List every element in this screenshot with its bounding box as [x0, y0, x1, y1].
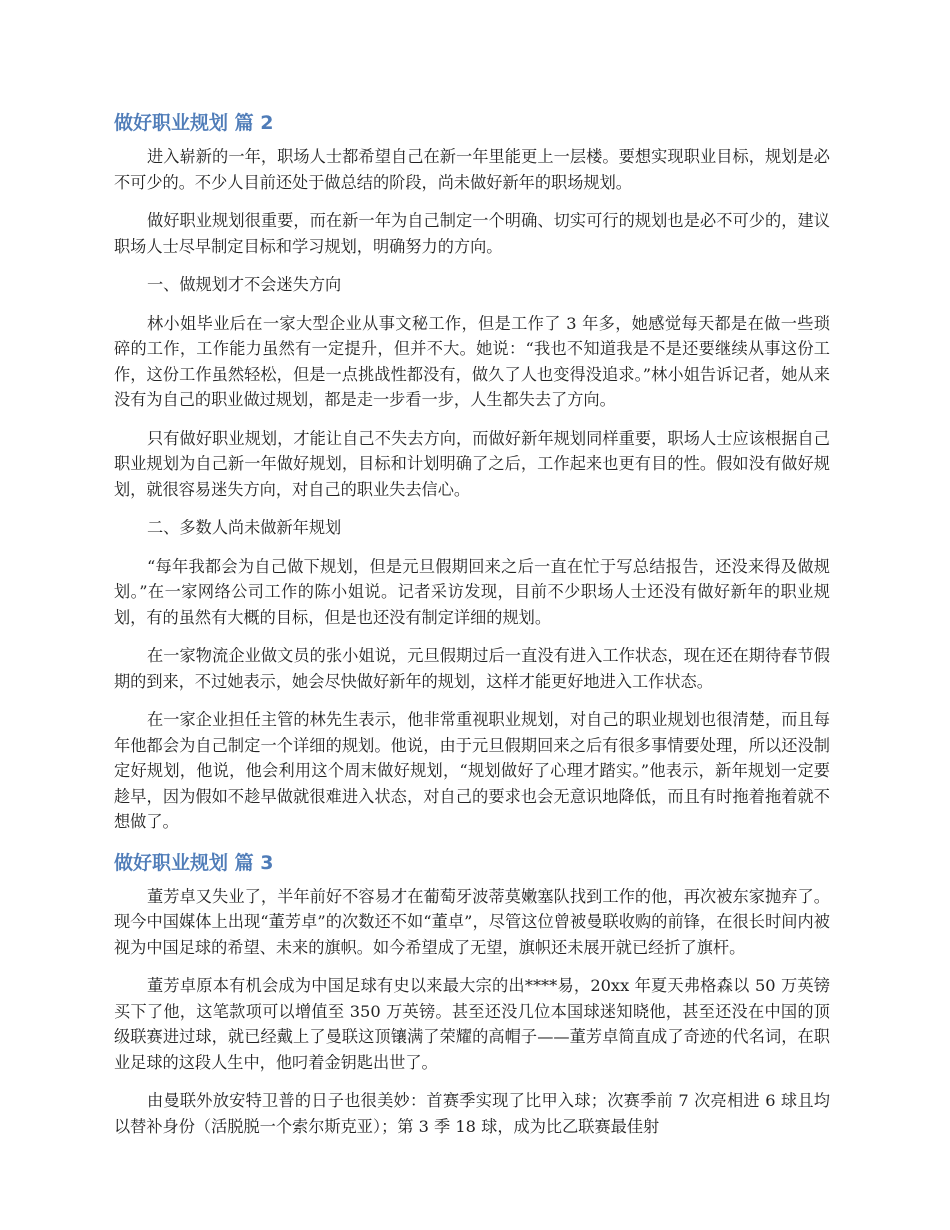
paragraph: 由曼联外放安特卫普的日子也很美妙：首赛季实现了比甲入球；次赛季前 7 次亮相进 6 球且均以替补身份（活脱脱一个索尔斯克亚）；第 3 季 18 球，成为比乙联赛最佳射	[114, 1091, 830, 1136]
section-heading: 做好职业规划 篇 3	[114, 851, 274, 874]
paragraph: 林小姐毕业后在一家大型企业从事文秘工作，但是工作了 3 年多，她感觉每天都是在做一些琐碎的工作，工作能力虽然有一定提升，但并不大。她说：“我也不知道我是不是还要继续从事这份工作，这份工作虽然轻松，但是一点挑战性都没有，做久了人也变得没追求。”林小姐告诉记者，她从来没有为自己的职业做过规划，都是走一步看一步，人生都失去了方向。	[114, 313, 830, 409]
paragraph: 只有做好职业规划，才能让自己不失去方向，而做好新年规划同样重要，职场人士应该根据自己职业规划为自己新一年做好规划，目标和计划明确了之后，工作起来也更有目的性。假如没有做好规划，就很容易迷失方向，对自己的职业失去信心。	[114, 428, 830, 499]
paragraph: 在一家企业担任主管的林先生表示，他非常重视职业规划，对自己的职业规划也很清楚，而且每年他都会为自己制定一个详细的规划。他说，由于元旦假期回来之后有很多事情要处理，所以还没制定好规划，他说，他会利用这个周末做好规划，“规划做好了心理才踏实。”他表示，新年规划一定要趁早，因为假如不趁早做就很难进入状态，对自己的要求也会无意识地降低，而且有时拖着拖着就不想做了。	[114, 710, 830, 831]
paragraph: 做好职业规划很重要，而在新一年为自己制定一个明确、切实可行的规划也是必不可少的，建议职场人士尽早制定目标和学习规划，明确努力的方向。	[114, 211, 830, 256]
document-page	[114, 108, 830, 1152]
subheading-paragraph: 二、多数人尚未做新年规划	[147, 518, 342, 537]
paragraph: 进入崭新的一年，职场人士都希望自己在新一年里能更上一层楼。要想实现职业目标，规划是必不可少的。不少人目前还处于做总结的阶段，尚未做好新年的职场规划。	[114, 147, 830, 192]
paragraph: 董芳卓又失业了，半年前好不容易才在葡萄牙波蒂莫嫩塞队找到工作的他，再次被东家抛弃了。现今中国媒体上出现“董芳卓”的次数还不如“董卓”，尽管这位曾被曼联收购的前锋，在很长时间内被视为中国足球的希望、未来的旗帜。如今希望成了无望，旗帜还未展开就已经折了旗杆。	[114, 886, 830, 957]
paragraph: 在一家物流企业做文员的张小姐说，元旦假期过后一直没有进入工作状态，现在还在期待春节假期的到来，不过她表示，她会尽快做好新年的规划，这样才能更好地进入工作状态。	[114, 646, 830, 691]
subheading-paragraph: 一、做规划才不会迷失方向	[147, 275, 342, 294]
section-heading: 做好职业规划 篇 2	[114, 112, 274, 134]
paragraph: 董芳卓原本有机会成为中国足球有史以来最大宗的出****易，20xx 年夏天弗格森以 50 万英镑买下了他，这笔款项可以增值至 350 万英镑。甚至还没几位本国球迷知晓他，甚至还没在中国的顶级联赛进过球，就已经戴上了曼联这顶镶满了荣耀的高帽子——董芳卓简直成了奇迹的代名词，在职业足球的这段人生中，他叼着金钥匙出世了。	[114, 976, 830, 1072]
paragraph: “每年我都会为自己做下规划，但是元旦假期回来之后一直在忙于写总结报告，还没来得及做规划。”在一家网络公司工作的陈小姐说。记者采访发现，目前不少职场人士还没有做好新年的职业规划，有的虽然有大概的目标，但是也还没有制定详细的规划。	[114, 556, 830, 627]
